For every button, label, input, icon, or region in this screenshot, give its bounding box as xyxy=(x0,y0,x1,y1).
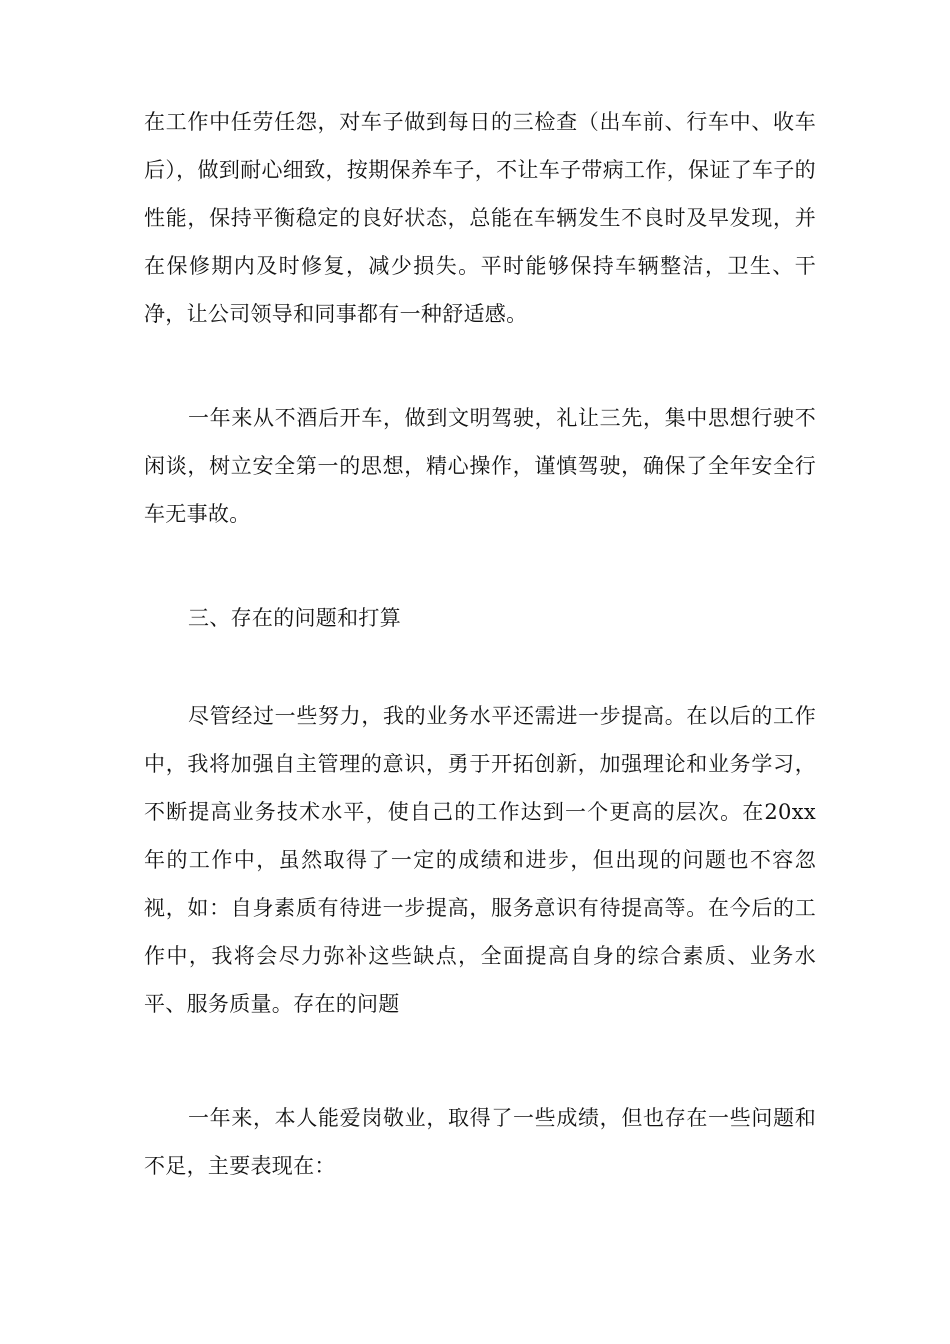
paragraph-improvement-plan: 尽管经过一些努力，我的业务水平还需进一步提高。在以后的工作中，我将加强自主管理的意识，勇于开拓创新，加强理论和业务学习，不断提高业务技术水平，使自己的工作达到一个更高的层次。在20xx 年的工作中，虽然取得了一定的成绩和进步，但出现的问题也不容忽视，如：自身素质有待进一步提高，服务意识有待提高等。在今后的工作中，我将会尽力弥补这些缺点，全面提高自身的综合素质、业务水平、服务质量。存在的问题 xyxy=(144,704,816,1016)
paragraph-shortcomings-intro: 一年来，本人能爱岗敬业，取得了一些成绩，但也存在一些问题和不足，主要表现在： xyxy=(144,1106,816,1178)
paragraph-safe-driving: 一年来从不酒后开车，做到文明驾驶，礼让三先，集中思想行驶不闲谈，树立安全第一的思想，精心操作，谨慎驾驶，确保了全年安全行车无事故。 xyxy=(144,406,816,526)
section-heading-problems: 三、存在的问题和打算 xyxy=(188,606,401,630)
paragraph-vehicle-maintenance: 在工作中任劳任怨，对车子做到每日的三检查（出车前、行车中、收车后），做到耐心细致，按期保养车子，不让车子带病工作，保证了车子的性能，保持平衡稳定的良好状态，总能在车辆发生不良时及早发现，并在保修期内及时修复，减少损失。平时能够保持车辆整洁，卫生、干净，让公司领导和同事都有一种舒适感。 xyxy=(144,110,816,326)
